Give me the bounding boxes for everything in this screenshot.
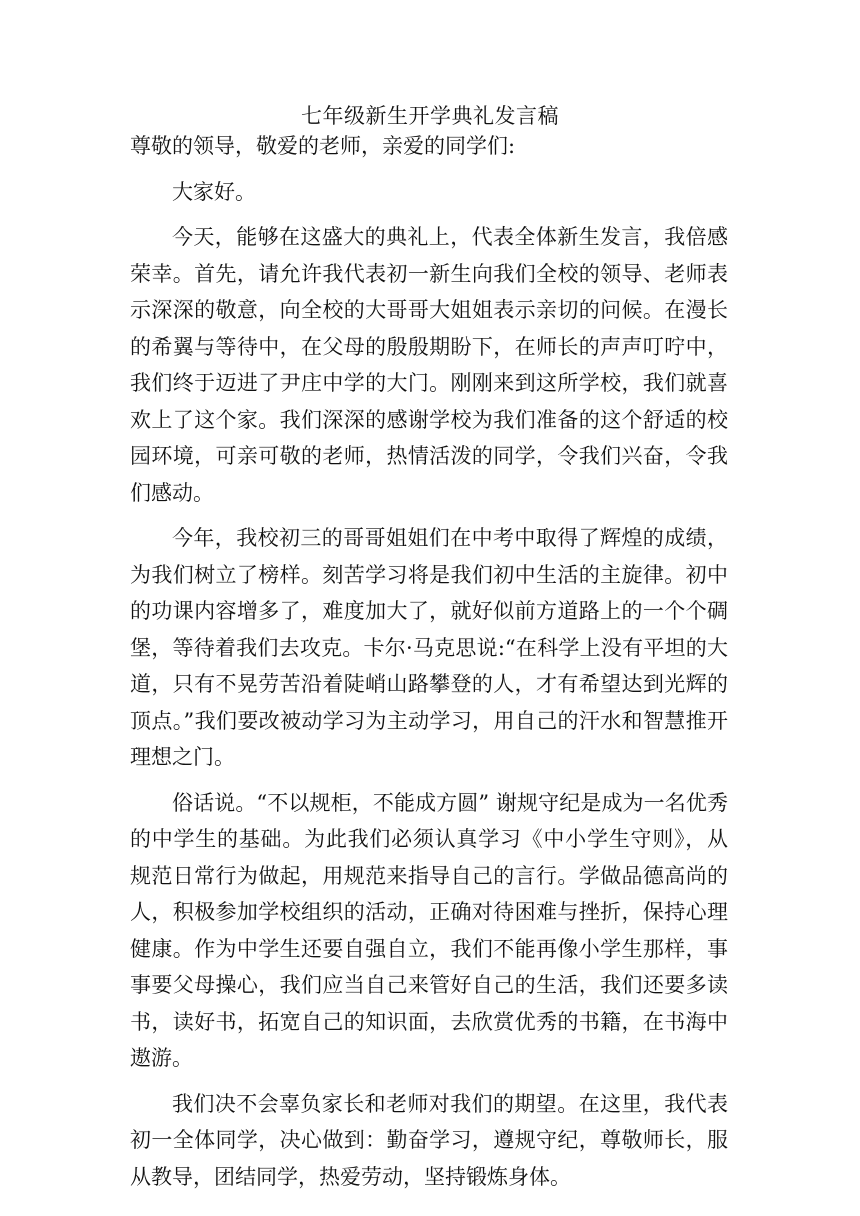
document-title: 七年级新生开学典礼发言稿 [301, 104, 559, 128]
paragraph-welcome: 今天，能够在这盛大的典礼上，代表全体新生发言，我倍感荣幸。首先，请允许我代表初一新生向我们全校的领导、老师表示深深的敬意，向全校的大哥哥大姐姐表示亲切的问候。在漫长的希翼与等待中，在父母的殷殷期盼下，在师长的声声叮咛中，我们终于迈进了尹庄中学的大门。刚刚来到这所学校，我们就喜欢上了这个家。我们深深的感谢学校为我们准备的这个舒适的校园环境，可亲可敬的老师，热情活泼的同学，令我们兴奋，令我们感动。 [130, 225, 728, 505]
paragraph-discipline: 俗话说。“不以规柜，不能成方圆” 谢规守纪是成为一名优秀的中学生的基础。为此我们必须认真学习《中小学生守则》，从规范日常行为做起，用规范来指导自己的言行。学做品德高尚的人，积极参加学校组织的活动，正确对待困难与挫折，保持心理健康。作为中学生还要自强自立，我们不能再像小学生那样，事事要父母操心，我们应当自己来管好自己的生活，我们还要多读书，读好书，拓宽自己的知识面，去欣赏优秀的书籍，在书海中遨游。 [130, 790, 728, 1070]
paragraph-greeting: 大家好。 [172, 179, 256, 204]
salutation: 尊敬的领导，敬爱的老师，亲爱的同学们: [130, 134, 516, 158]
paragraph-study: 今年，我校初三的哥哥姐姐们在中考中取得了辉煌的成绩，为我们树立了榜样。刻苦学习将是我们初中生活的主旋律。初中的功课内容增多了，难度加大了，就好似前方道路上的一个个碉堡，等待着我们去攻克。卡尔·马克思说:“在科学上没有平坦的大道，只有不晃劳苦沿着陡峭山路攀登的人，才有希望达到光辉的顶点。”我们要改被动学习为主动学习，用自己的汗水和智慧推开理想之门。 [130, 526, 728, 769]
paragraph-pledge: 我们决不会辜负家长和老师对我们的期望。在这里，我代表初一全体同学，决心做到：勤奋学习，遵规守纪，尊敬师长，服从教导，团结同学，热爱劳动，坚持锻炼身体。 [130, 1091, 728, 1189]
document-body [130, 128, 728, 1204]
